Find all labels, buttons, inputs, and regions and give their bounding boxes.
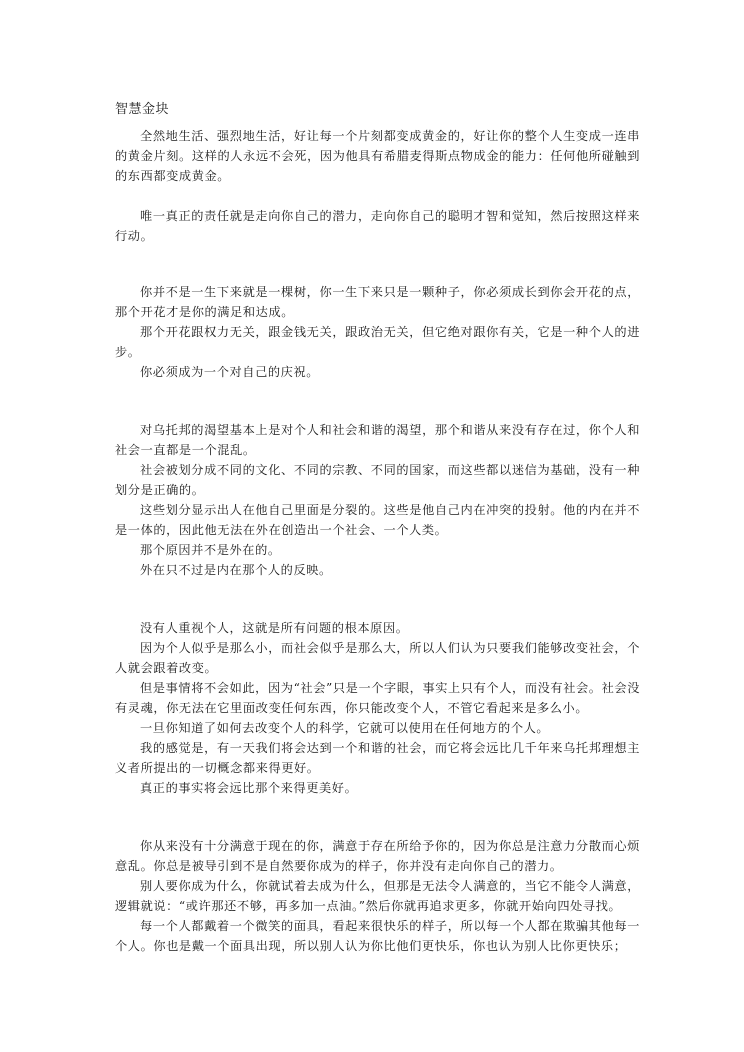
paragraph: 你必须成为一个对自己的庆祝。 <box>140 365 320 379</box>
section-golden-moments <box>115 126 640 186</box>
paragraph: 这些划分显示出人在他自己里面是分裂的。这些是他自己内在冲突的投射。他的内在并不是一体的，因此他无法在外在创造出一个社会、一个人类。 <box>115 503 640 537</box>
document-page <box>115 100 640 956</box>
paragraph: 你从来没有十分满意于现在的你，满意于存在所给予你的，因为你总是注意力分散而心烦意乱。你总是被导引到不是自然要你成为的样子，你并没有走向你自己的潜力。 <box>115 839 640 873</box>
paragraph: 一旦你知道了如何去改变个人的科学，它就可以使用在任何地方的个人。 <box>140 721 550 735</box>
paragraph: 我的感觉是，有一天我们将会达到一个和谐的社会，而它将会远比几千年来乌托邦理想主义者所提出的一切概念都来得更好。 <box>115 741 640 775</box>
section-utopia <box>115 420 640 580</box>
paragraph: 对乌托邦的渴望基本上是对个人和社会和谐的渴望，那个和谐从来没有存在过，你个人和社会一直都是一个混乱。 <box>115 423 640 457</box>
paragraph: 但是事情将不会如此，因为“社会”只是一个字眼，事实上只有个人，而没有社会。社会没有灵魂，你无法在它里面改变任何东西，你只能改变个人，不管它看起来是多么小。 <box>115 681 640 715</box>
paragraph: 因为个人似乎是那么小，而社会似乎是那么大，所以人们认为只要我们能够改变社会，个人就会跟着改变。 <box>115 641 640 675</box>
paragraph: 真正的事实将会远比那个来得更美好。 <box>140 781 358 795</box>
paragraph: 那个原因并不是外在的。 <box>140 543 281 557</box>
paragraph: 社会被划分成不同的文化、不同的宗教、不同的国家，而这些都以迷信为基础，没有一种划分是正确的。 <box>115 463 640 497</box>
section-responsibility <box>115 206 640 246</box>
section-individual <box>115 618 640 798</box>
paragraph: 你并不是一生下来就是一棵树，你一生下来只是一颗种子，你必须成长到你会开花的点，那个开花才是你的满足和达成。 <box>115 285 640 319</box>
document-title: 智慧金块 <box>115 102 170 117</box>
paragraph: 那个开花跟权力无关，跟金钱无关，跟政治无关，但它绝对跟你有关，它是一种个人的进步。 <box>115 325 640 359</box>
paragraph: 别人要你成为什么，你就试着去成为什么，但那是无法令人满意的，当它不能令人满意，逻辑就说：“或许那还不够，再多加一点油。”然后你就再追求更多，你就开始向四处寻找。 <box>115 879 640 913</box>
paragraph: 唯一真正的责任就是走向你自己的潜力，走向你自己的聪明才智和觉知，然后按照这样来行动。 <box>115 209 640 243</box>
section-satisfaction <box>115 836 640 956</box>
paragraph: 没有人重视个人，这就是所有问题的根本原因。 <box>140 621 409 635</box>
section-seed <box>115 282 640 382</box>
paragraph: 全然地生活、强烈地生活，好让每一个片刻都变成黄金的，好让你的整个人生变成一连串的黄金片刻。这样的人永远不会死，因为他具有希腊麦得斯点物成金的能力：任何他所碰触到的东西都变成黄金。 <box>115 129 640 183</box>
paragraph: 外在只不过是内在那个人的反映。 <box>140 563 332 577</box>
paragraph: 每一个人都戴着一个微笑的面具，看起来很快乐的样子，所以每一个人都在欺骗其他每一个人。你也是戴一个面具出现，所以别人认为你比他们更快乐，你也认为别人比你更快乐； <box>115 919 640 953</box>
